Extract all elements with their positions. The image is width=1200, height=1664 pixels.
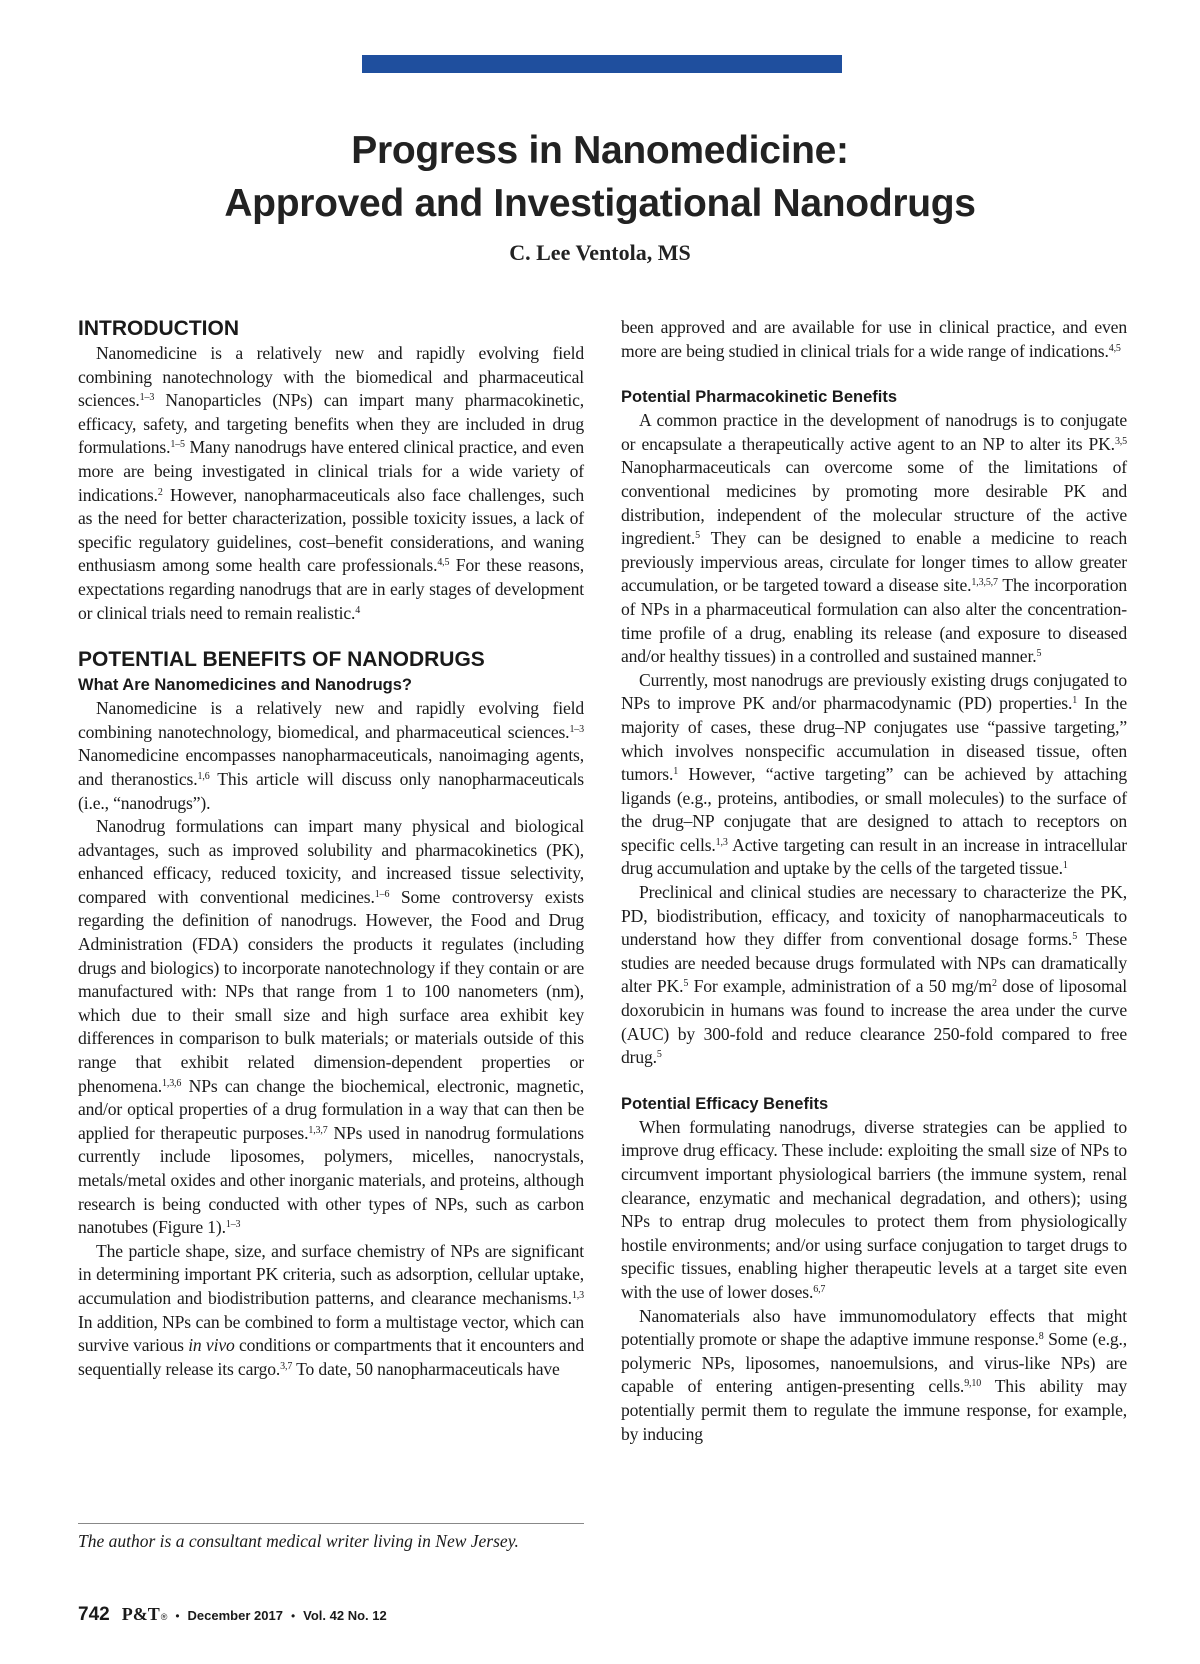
citation-superscript: 1–3 (225, 1219, 241, 1231)
introduction-heading: INTRODUCTION (78, 317, 239, 340)
title-line-2: Approved and Investigational Nanodrugs (224, 182, 976, 225)
title-line-1: Progress in Nanomedicine: (351, 129, 849, 172)
citation-superscript: 1,3,5,7 (971, 577, 998, 589)
citation-superscript: 1–3 (569, 723, 584, 735)
citation-superscript: 1–5 (170, 439, 185, 451)
article-title (0, 124, 1200, 230)
citation-superscript: 5 (683, 978, 689, 990)
what-paragraph-1: Nanomedicine is a relatively new and rapidly evolving field combining nanotechnology, biomedical, and pharmaceutical sciences.$^{1-3}$ Nanomedicine encompasses nanopharmaceuticals, nanoimaging agents, and theranostics.$^{1,6}$ This article will discuss only nanopharmaceuticals (i.e., “nanodrugs”). (78, 698, 585, 813)
intro-paragraph-1: Nanomedicine is a relatively new and rapidly evolving field combining nanotechnology with the biomedical and pharmaceutical sciences.$^{1-3}$ Nanoparticles (NPs) can impart many pharmacokinetic, efficacy, safety, and targeting benefits when they are included in drug formulations.$^{1-5}$ Many nanodrugs have entered clinical practice, and even more are being investigated in clinical trials for a wide variety of indications.$^2$ However, nanopharmaceuticals also face challenges, such as the need for better characterization, possible toxicity issues, a lack of specific regulatory guidelines, cost–benefit considerations, and waning enthusiasm among some health care professionals.$^{4,5}$ For these reasons, expectations regarding nanodrugs that are in early stages of development or clinical trials need to remain realistic.$^4$ (78, 343, 584, 623)
citation-superscript: 4,5 (1108, 342, 1121, 354)
citation-superscript: 3,7 (280, 1360, 293, 1372)
top-accent-bar (362, 55, 842, 73)
page-number: 742 (78, 1604, 110, 1625)
citation-superscript: 5 (695, 530, 700, 542)
citation-superscript: 1–3 (139, 392, 155, 404)
citation-superscript: 3,5 (1114, 435, 1127, 447)
author-byline: C. Lee Ventola, MS (509, 240, 691, 265)
author-footnote: The author is a consultant medical writer living in New Jersey. (78, 1531, 519, 1551)
citation-superscript: 1,3,6 (162, 1077, 182, 1089)
footer-separator-1: • (175, 1609, 180, 1623)
citation-superscript: 1,3 (571, 1289, 584, 1301)
benefits-heading: POTENTIAL BENEFITS OF NANODRUGS (78, 648, 485, 672)
citation-superscript: 9,10 (964, 1378, 982, 1390)
continued-paragraph: been approved and are available for use in clinical practice, and even more are being studied in clinical trials for a wide range of indications.$^{4,5}$ (621, 317, 1127, 361)
citation-superscript: 8 (1038, 1331, 1044, 1343)
citation-superscript: 1–6 (374, 888, 390, 900)
left-column (78, 316, 584, 1381)
citation-superscript: 6,7 (813, 1283, 826, 1295)
page-footer (78, 1604, 387, 1632)
citation-superscript: 1,3,7 (308, 1124, 328, 1136)
citation-superscript: 1,6 (197, 770, 210, 782)
pk-benefits-heading: Potential Pharmacokinetic Benefits (621, 388, 897, 407)
footer-separator-2: • (290, 1609, 296, 1623)
citation-superscript: 1,3 (715, 836, 728, 848)
volume-issue: Vol. 42 No. 12 (303, 1608, 387, 1623)
citation-superscript: 2 (157, 486, 163, 498)
footnote-divider (78, 1523, 584, 1524)
italic-text: in vivo (188, 1335, 235, 1356)
citation-superscript: 1 (1062, 860, 1068, 872)
what-are-nanodrugs-heading: What Are Nanomedicines and Nanodrugs? (78, 676, 413, 695)
right-column (621, 316, 1127, 1446)
what-paragraph-3: The particle shape, size, and surface chemistry of NPs are significant in determining important PK criteria, such as adsorption, cellular uptake, accumulation and biodistribution patterns, and clearance mechanisms.$^{1,3}$ In addition, NPs can be combined to form a multistage vector, which can survive various in vivo conditions or compartments that it encounters and sequentially release its cargo.$^{3,7}$ To date, 50 nanopharmaceuticals have (78, 1240, 584, 1379)
citation-superscript: 4 (355, 604, 361, 616)
efficacy-paragraph-1: When formulating nanodrugs, diverse strategies can be applied to improve drug efficacy. These include: exploiting the small size of NPs to circumvent important physiological barriers (the immune system, renal clearance, enzymatic and mechanical degradation, and others); using NPs to entrap drug molecules to protect them from physiologically hostile environments; and/or using surface conjugation to target drugs to specific tissues, enabling higher therapeutic levels at a target site even with the use of lower doses.$^{6,7}$ (621, 1116, 1127, 1302)
citation-superscript: 4,5 (437, 557, 450, 569)
citation-superscript: 5 (1072, 931, 1078, 943)
issue-date: December 2017 (187, 1608, 283, 1623)
citation-superscript: 1 (1072, 695, 1078, 707)
citation-superscript: 5 (656, 1049, 662, 1061)
efficacy-paragraph-2: Nanomaterials also have immunomodulatory effects that might potentially promote or shape the adaptive immune response.$^8$ Some (e.g., polymeric NPs, liposomes, nanoemulsions, and virus-like NPs) are capable of entering antigen-presenting cells.$^{9,10}$ This ability may potentially permit them to regulate the immune response, for example, by inducing (621, 1305, 1128, 1444)
pk-paragraph-2: Currently, most nanodrugs are previously existing drugs conjugated to NPs to improve PK and/or pharmacodynamic (PD) properties.$^1$ In the majority of cases, these drug–NP conjugates use “passive targeting,” which involves nonspecific accumulation in diseased tissue, often tumors.$^1$ However, “active targeting” can be achieved by attaching ligands (e.g., proteins, antibodies, or small molecules) to the surface of the drug–NP conjugate that are designed to attach to receptors on specific cells.$^{1,3}$ Active targeting can result in an increase in intracellular drug accumulation and uptake by the cells of the targeted tissue.$^1$ (621, 669, 1127, 879)
citation-superscript: 1 (673, 766, 679, 778)
pk-paragraph-3: Preclinical and clinical studies are necessary to characterize the PK, PD, biodistribution, efficacy, and toxicity of nanopharmaceuticals to understand how they differ from conventional dosage forms.$^5$ These studies are needed because drugs formulated with NPs can dramatically alter PK.$^5$ For example, administration of a 50 $mg/m^2$ dose of liposomal doxorubicin in humans was found to increase the area under the curve (AUC) by 300-fold and reduce clearance 250-fold compared to free drug.$^5$ (621, 882, 1127, 1068)
citation-superscript: 2 (991, 978, 997, 990)
what-paragraph-2: Nanodrug formulations can impart many physical and biological advantages, such as improved solubility and pharmacokinetics (PK), enhanced efficacy, reduced toxicity, and increased tissue selectivity, compared with conventional medicines.$^{1-6}$ Some controversy exists regarding the definition of nanodrugs. However, the Food and Drug Administration (FDA) considers the products it regulates (including drugs and biologics) to incorporate nanotechnology if they contain or are manufactured with: NPs that range from 1 to 100 nanometers (nm), which due to their small size and high surface area exhibit key differences in comparison to bulk materials; or materials outside of this range that exhibit related dimension-dependent properties or phenomena.$^{1,3,6}$ NPs can change the biochemical, electronic, magnetic, and/or optical properties of a drug formulation in a way that can then be applied for therapeutic purposes.$^{1,3,7}$ NPs used in nanodrug formulations currently include liposomes, polymers, micelles, nanocrystals, metals/metal oxides and other inorganic materials, and proteins, although research is being conducted with other types of NPs, such as carbon nanotubes (Figure 1).$^{1-3}$ (78, 816, 584, 1238)
citation-superscript: 5 (1036, 648, 1042, 660)
pk-paragraph-1: A common practice in the development of nanodrugs is to conjugate or encapsulate a therapeutically active agent to an NP to alter its PK.$^{3,5}$ Nanopharmaceuticals can overcome some of the limitations of conventional medicines by promoting more desirable PK and distribution, independent of the molecular structure of the active ingredient.$^5$ They can be designed to enable a medicine to reach previously impervious areas, circulate for longer times to allow greater accumulation, or be targeted toward a disease site.$^{1,3,5,7}$ The incorporation of NPs in a pharmaceutical formulation can also alter the concentration-time profile of a drug, enabling its release (and exposure to diseased and/or healthy tissues) in a controlled and sustained manner.$^5$ (621, 410, 1127, 667)
registered-mark: ® (160, 1612, 168, 1622)
journal-name: P&T (121, 1604, 160, 1624)
efficacy-benefits-heading: Potential Efficacy Benefits (621, 1094, 829, 1113)
